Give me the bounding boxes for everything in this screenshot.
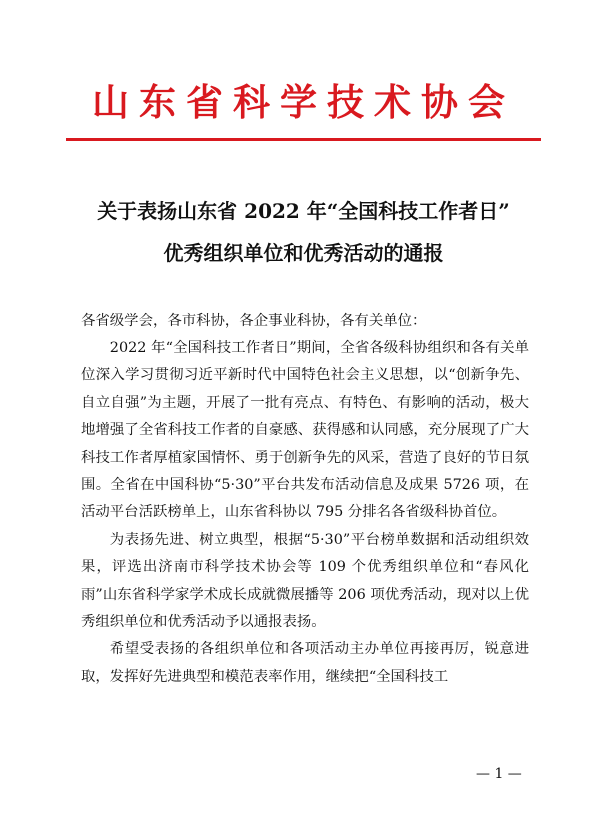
letterhead-red-rule [66,138,541,141]
paragraph-3: 希望受表扬的各组织单位和各项活动主办单位再接再厉，锐意进取，发挥好先进典型和模范表率作用，继续把“全国科技工 [81,641,529,685]
body-paragraphs [81,335,529,691]
document-title-line-1: 关于表扬山东省 2022 年“全国科技工作者日” [97,199,510,223]
paragraph-2: 为表扬先进、树立典型，根据“5·30”平台榜单数据和活动组织效果，评选出济南市科学技术协会等 109 个优秀组织单位和“春风化雨”山东省科学家学术成长成就微展播等 206 项优秀活动，现对以上优秀组织单位和优秀活动予以通报表扬。 [81,531,529,631]
page-number: — 1 — [476,766,522,782]
paragraph-1: 2022 年“全国科技工作者日”期间，全省各级科协组织和各有关单位深入学习贯彻习近平新时代中国特色社会主义思想，以“创新争先、自立自强”为主题，开展了一批有亮点、有特色、有影响的活动，极大地增强了全省科技工作者的自豪感、获得感和认同感，充分展现了广大科技工作者厚植家国情怀、勇于创新争先的风采，营造了良好的节日氛围。全省在中国科协“5·30”平台共发布活动信息及成果 5726 项，在活动平台活跃榜单上，山东省科协以 795 分排名各省级科协首位。 [81,340,529,521]
document-title-line-2: 优秀组织单位和优秀活动的通报 [163,241,444,265]
letterhead-org-name: 山东省科学技术协会 [92,80,515,124]
salutation: 各省级学会，各市科协，各企事业科协，各有关单位： [81,313,427,329]
